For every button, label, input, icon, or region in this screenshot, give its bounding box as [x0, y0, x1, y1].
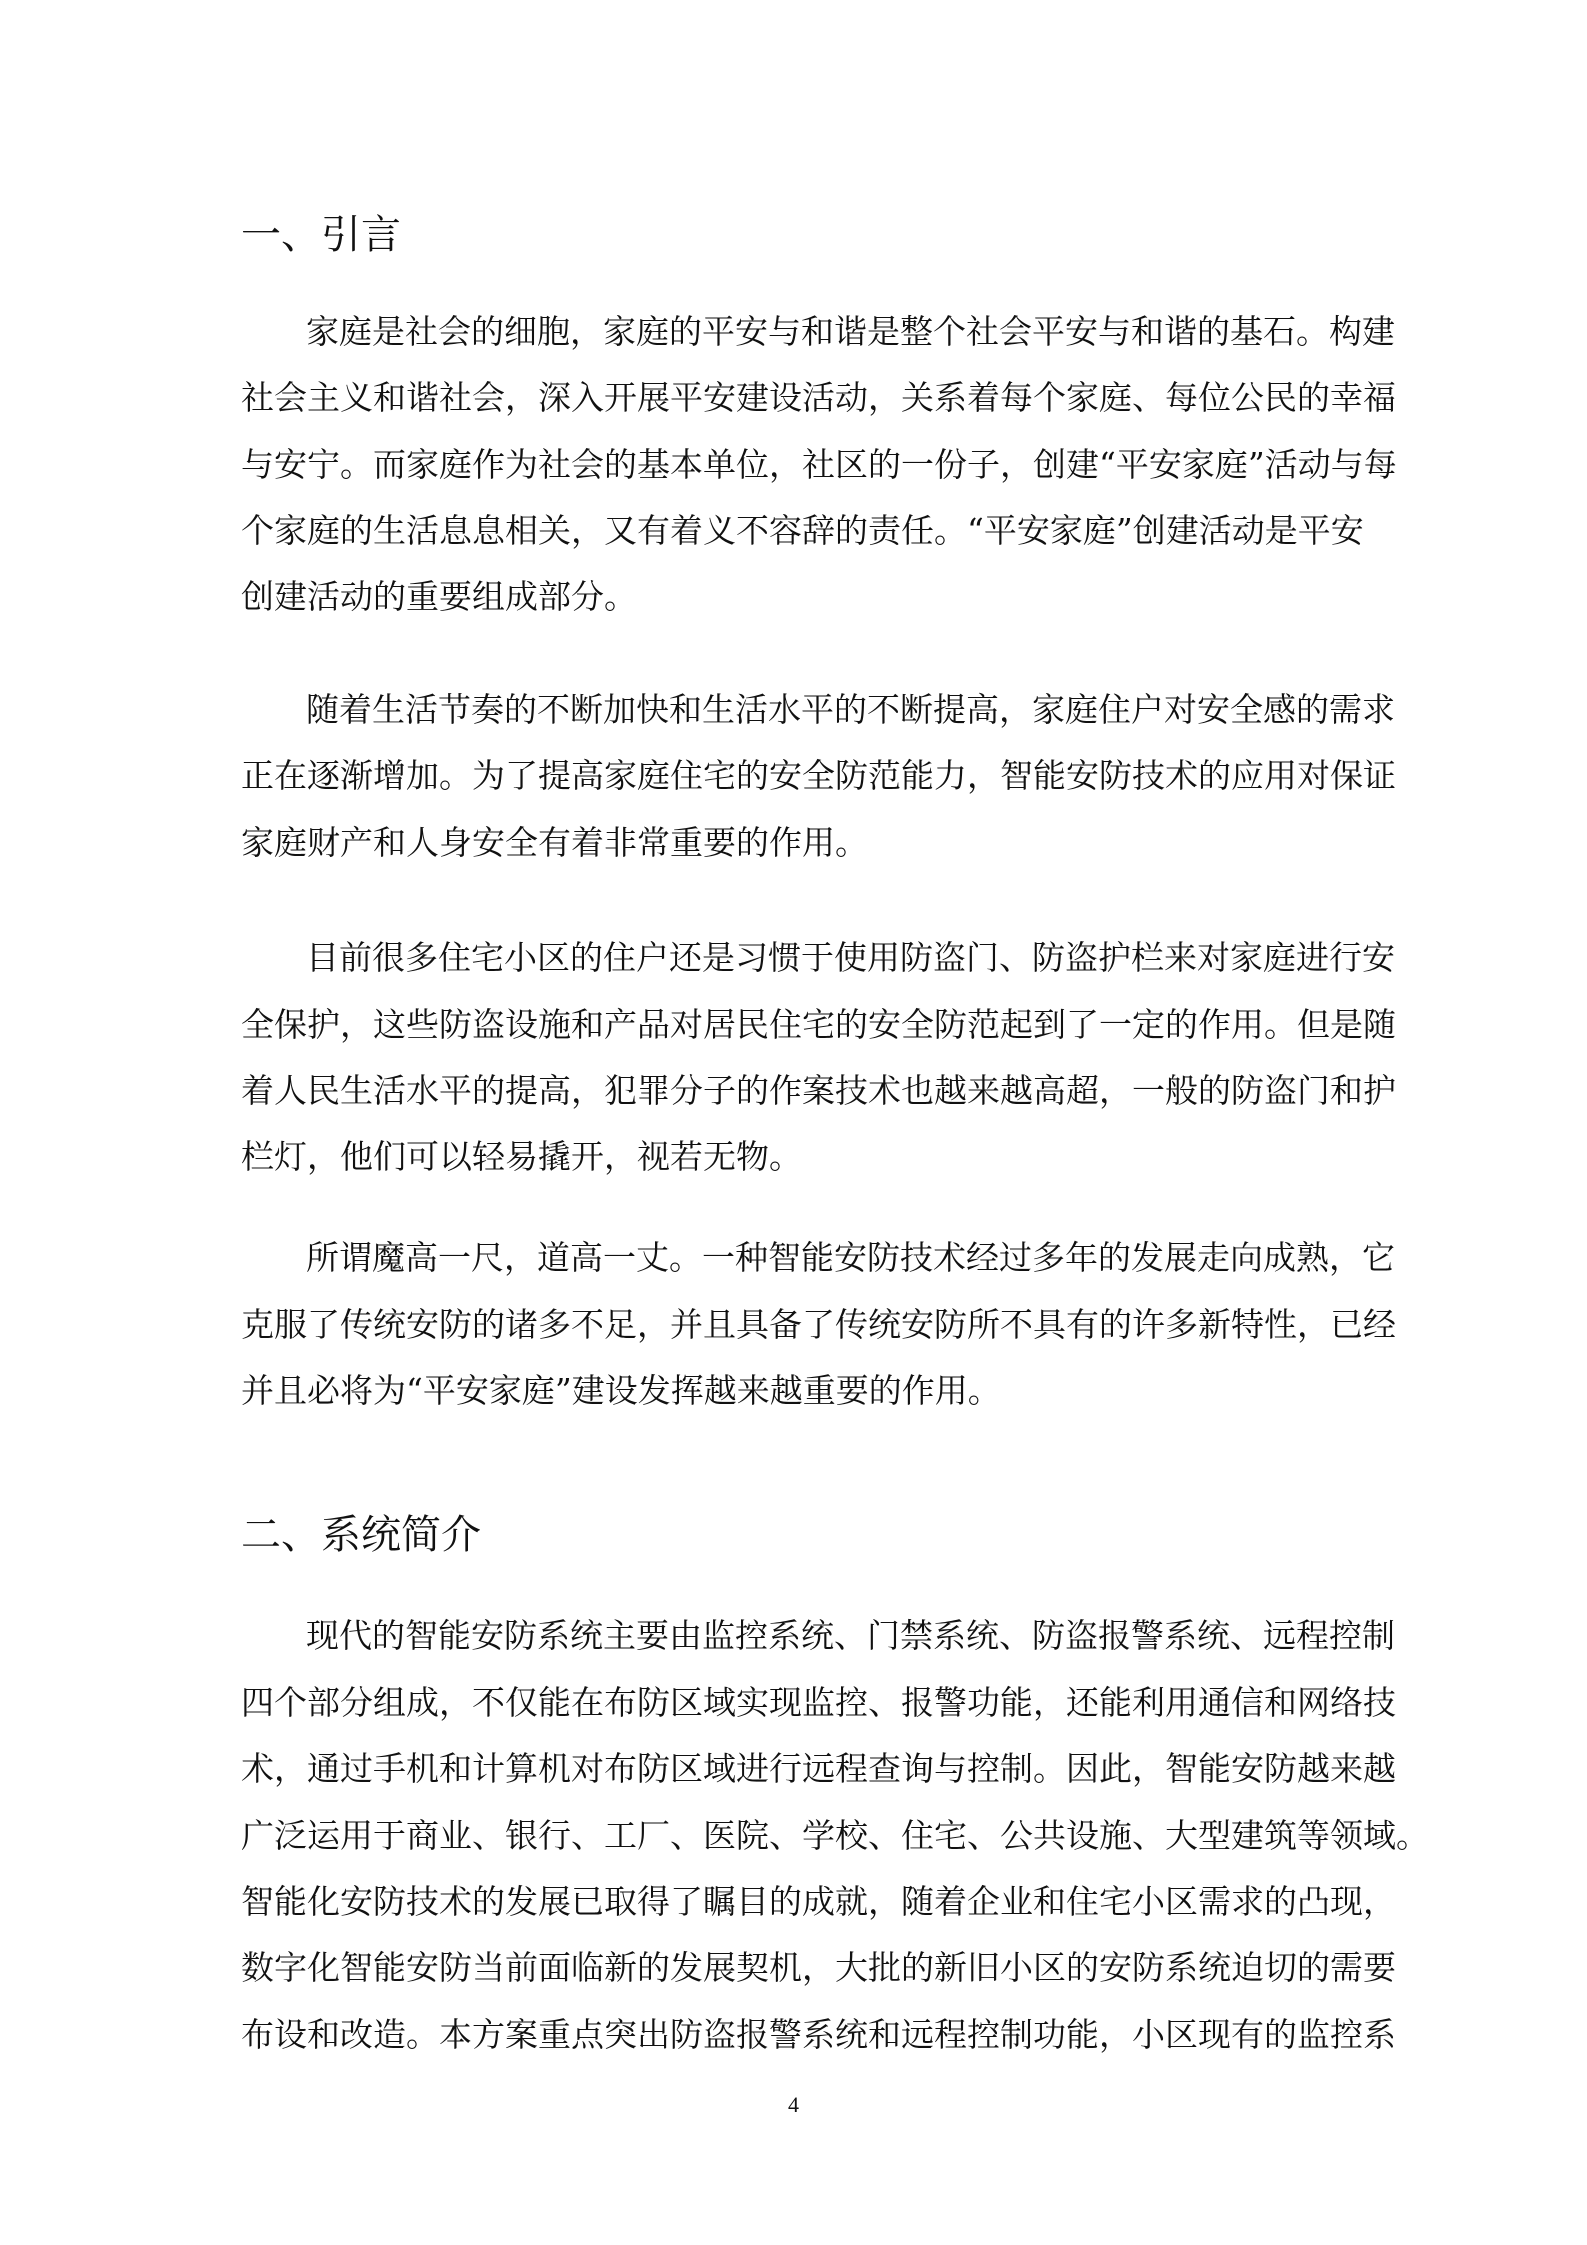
paragraph-line: 个家庭的生活息息相关，又有着义不容辞的责任。“平安家庭”创建活动是平安	[241, 511, 1364, 550]
paragraph-line: 现代的智能安防系统主要由监控系统、门禁系统、防盗报警系统、远程控制	[306, 1616, 1395, 1655]
paragraph-line: 家庭财产和人身安全有着非常重要的作用。	[241, 823, 868, 862]
paragraph-line: 所谓魔高一尺，道高一丈。一种智能安防技术经过多年的发展走向成熟，它	[306, 1238, 1395, 1277]
paragraph-line: 社会主义和谐社会，深入开展平安建设活动，关系着每个家庭、每位公民的幸福	[241, 378, 1396, 417]
paragraph-line: 并且必将为“平安家庭”建设发挥越来越重要的作用。	[241, 1371, 1001, 1410]
paragraph-line: 智能化安防技术的发展已取得了瞩目的成就，随着企业和住宅小区需求的凸现，	[241, 1882, 1396, 1921]
paragraph-line: 着人民生活水平的提高，犯罪分子的作案技术也越来越高超，一般的防盗门和护	[241, 1071, 1396, 1110]
paragraph-line: 广泛运用于商业、银行、工厂、医院、学校、住宅、公共设施、大型建筑等领域。	[241, 1816, 1429, 1855]
section-heading-introduction: 一、引言	[241, 212, 401, 258]
paragraph-line: 克服了传统安防的诸多不足，并且具备了传统安防所不具有的许多新特性，已经	[241, 1305, 1396, 1344]
paragraph-line: 数字化智能安防当前面临新的发展契机，大批的新旧小区的安防系统迫切的需要	[241, 1948, 1396, 1987]
paragraph-line: 家庭是社会的细胞，家庭的平安与和谐是整个社会平安与和谐的基石。构建	[306, 312, 1395, 351]
paragraph-line: 布设和改造。本方案重点突出防盗报警系统和远程控制功能，小区现有的监控系	[241, 2015, 1396, 2054]
paragraph-line: 目前很多住宅小区的住户还是习惯于使用防盗门、防盗护栏来对家庭进行安	[306, 938, 1395, 977]
paragraph-line: 四个部分组成，不仅能在布防区域实现监控、报警功能，还能利用通信和网络技	[241, 1683, 1396, 1722]
paragraph-line: 随着生活节奏的不断加快和生活水平的不断提高，家庭住户对安全感的需求	[306, 690, 1395, 729]
paragraph-line: 与安宁。而家庭作为社会的基本单位，社区的一份子，创建“平安家庭”活动与每	[241, 445, 1397, 484]
paragraph-line: 全保护，这些防盗设施和产品对居民住宅的安全防范起到了一定的作用。但是随	[241, 1005, 1396, 1044]
paragraph-line: 术，通过手机和计算机对布防区域进行远程查询与控制。因此，智能安防越来越	[241, 1749, 1396, 1788]
section-heading-system-overview: 二、系统简介	[241, 1512, 481, 1558]
page-number: 4	[788, 2092, 799, 2117]
paragraph-line: 创建活动的重要组成部分。	[241, 577, 637, 616]
paragraph-line: 正在逐渐增加。为了提高家庭住宅的安全防范能力，智能安防技术的应用对保证	[241, 756, 1396, 795]
paragraph-line: 栏灯，他们可以轻易撬开，视若无物。	[241, 1137, 802, 1176]
